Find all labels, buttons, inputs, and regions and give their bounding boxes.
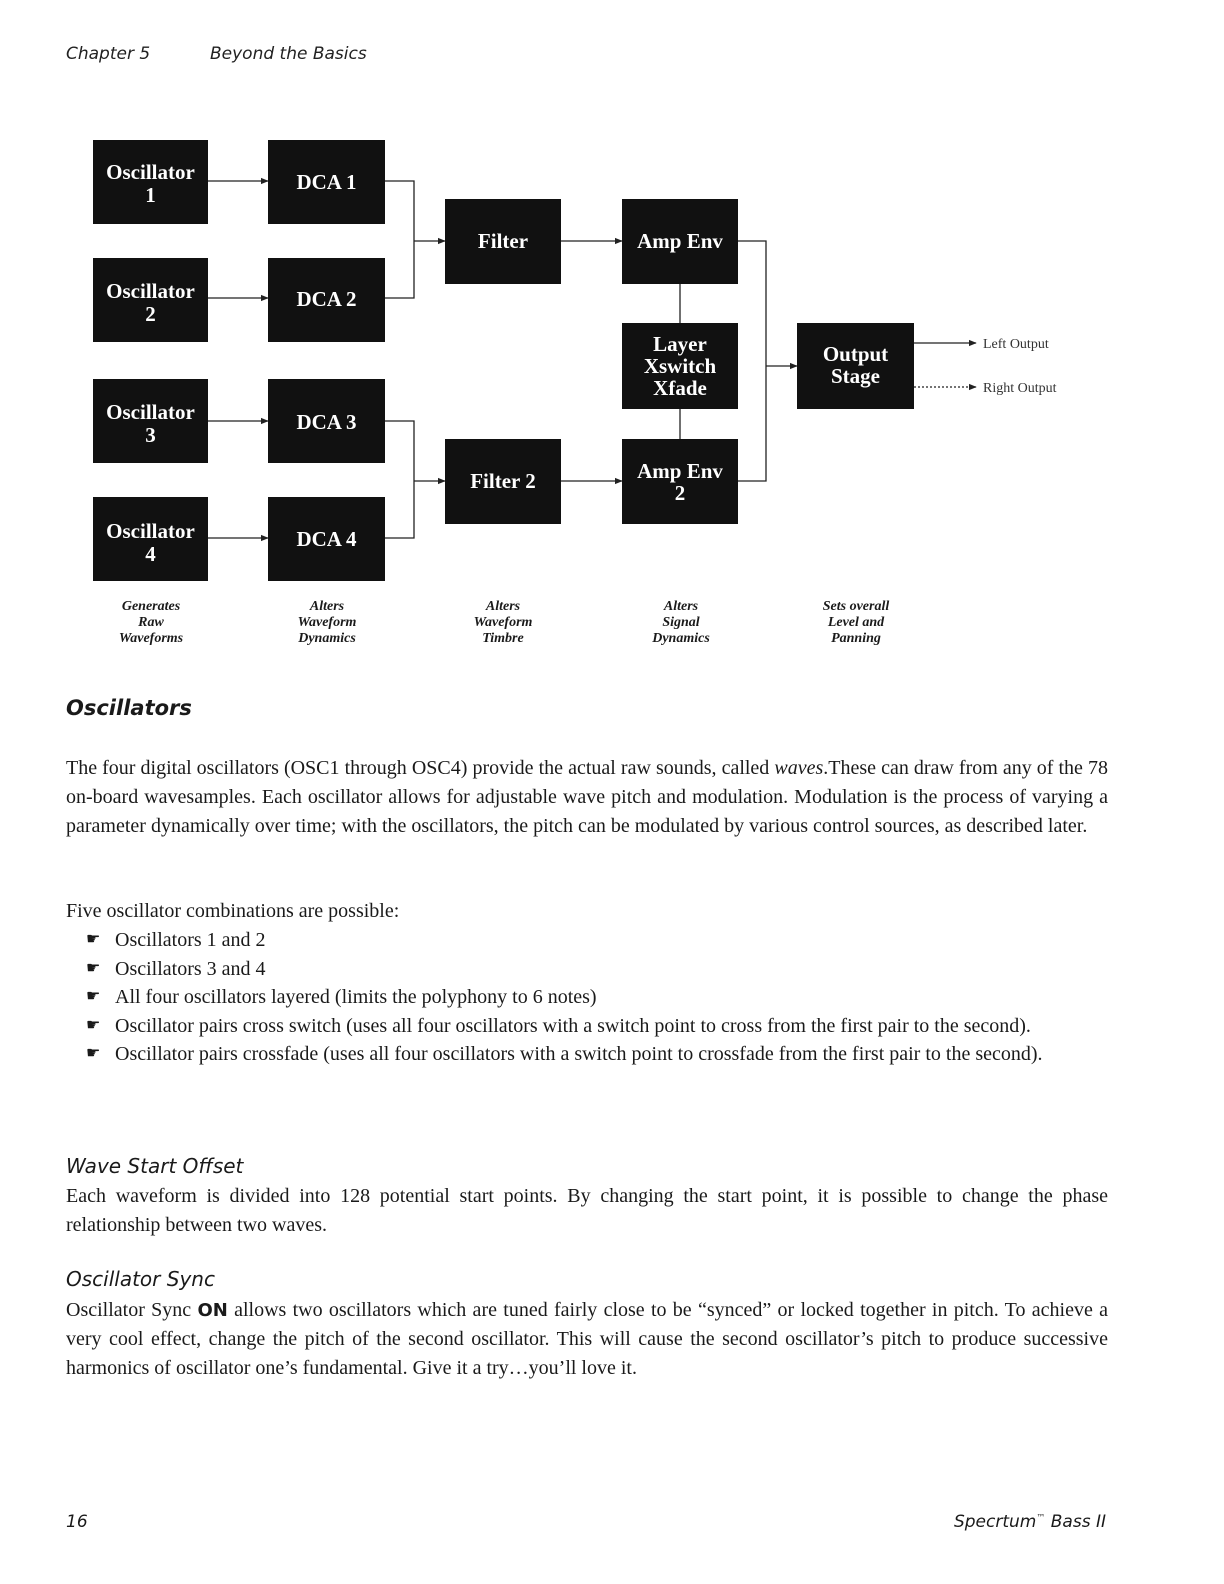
output-stage-block bbox=[797, 323, 914, 409]
layer-label-l1: Layer bbox=[653, 332, 707, 356]
layer-xswitch-xfade-block bbox=[622, 323, 738, 409]
dca1-block bbox=[268, 140, 385, 224]
svg-text:Level and: Level and bbox=[827, 615, 885, 630]
oscillators-paragraph: The four digital oscillators (OSC1 through OSC4) provide the actual raw sounds, called waves.These can draw from any of the 78 on-board wavesamples. Each oscillator allows for adjustable wave pitch and modulation. Modulation is the process of varying a parameter dynamically over time; with the oscillators, the pitch can be modulated by various control sources, as described later. bbox=[66, 757, 1108, 837]
ampenv2-label-l2: 2 bbox=[674, 481, 686, 505]
dca3-block bbox=[268, 379, 385, 463]
svg-text:Alters: Alters bbox=[309, 599, 345, 614]
right-output-label: Right Output bbox=[983, 381, 1057, 396]
pointing-hand-icon: ☛ bbox=[86, 988, 101, 1005]
list-item: ☛ Oscillator pairs crossfade (uses all four oscillators with a switch point to crossfade from the first pair to the second). bbox=[86, 1040, 1108, 1069]
osc1-label-l1: Oscillator bbox=[106, 160, 195, 184]
svg-text:Waveform: Waveform bbox=[297, 615, 357, 630]
ampenv-block bbox=[622, 199, 738, 284]
pointing-hand-icon: ☛ bbox=[86, 931, 101, 948]
output-label-l1: Output bbox=[822, 342, 889, 366]
chapter-label: Chapter 5 bbox=[66, 44, 151, 64]
osc4-label-l1: Oscillator bbox=[106, 519, 195, 543]
caption-oscillators bbox=[119, 599, 184, 646]
dca1-label: DCA 1 bbox=[296, 170, 357, 194]
wave-start-offset-text: Each waveform is divided into 128 potential start points. By changing the start point, it is possible to change the phase relationship between two waves. bbox=[66, 1185, 1108, 1236]
list-item: ☛ Oscillator pairs cross switch (uses all four oscillators with a switch point to cross from the first pair to the second). bbox=[86, 1012, 1108, 1041]
signal-flow-diagram bbox=[0, 0, 1224, 680]
ampenv2-block bbox=[622, 439, 738, 524]
svg-text:Panning: Panning bbox=[831, 631, 881, 646]
list-item: ☛ Oscillators 1 and 2 bbox=[86, 926, 1108, 955]
caption-amp-env bbox=[651, 599, 710, 646]
filter2-label: Filter 2 bbox=[470, 469, 536, 493]
pointing-hand-icon: ☛ bbox=[86, 1045, 101, 1062]
footer-title: Specrtum™ Bass II bbox=[953, 1512, 1106, 1532]
osc1-block bbox=[93, 140, 208, 224]
ampenv2-label-l1: Amp Env bbox=[637, 459, 723, 483]
pointing-hand-icon: ☛ bbox=[86, 959, 101, 977]
ampenv-label: Amp Env bbox=[637, 229, 723, 253]
dca3-label: DCA 3 bbox=[296, 410, 357, 434]
svg-text:Generates: Generates bbox=[121, 599, 181, 614]
svg-text:Sets overall: Sets overall bbox=[822, 599, 890, 614]
layer-label-l2: Xswitch bbox=[643, 354, 717, 378]
oscillators-heading: Oscillators bbox=[66, 696, 192, 720]
osc2-label-l2: 2 bbox=[145, 302, 156, 326]
wave-start-offset-heading: Wave Start Offset bbox=[66, 1154, 244, 1178]
oscillator-sync-heading: Oscillator Sync bbox=[66, 1267, 215, 1291]
osc3-label-l1: Oscillator bbox=[106, 400, 195, 424]
osc4-block bbox=[93, 497, 208, 581]
pointing-hand-icon: ☛ bbox=[86, 1016, 101, 1034]
osc4-label-l2: 4 bbox=[145, 542, 156, 566]
svg-text:Waveforms: Waveforms bbox=[118, 631, 184, 646]
svg-text:Waveform: Waveform bbox=[473, 615, 533, 630]
section-title: Beyond the Basics bbox=[210, 44, 367, 64]
output-label-l2: Stage bbox=[831, 364, 880, 388]
svg-text:Raw: Raw bbox=[138, 615, 164, 630]
combinations-list bbox=[86, 926, 1108, 1069]
osc1-label-l2: 1 bbox=[145, 183, 156, 207]
page-number: 16 bbox=[66, 1512, 88, 1532]
svg-text:Alters: Alters bbox=[485, 599, 521, 614]
layer-label-l3: Xfade bbox=[653, 376, 707, 400]
combinations-intro: Five oscillator combinations are possible: bbox=[66, 900, 400, 922]
osc2-label-l1: Oscillator bbox=[106, 279, 195, 303]
caption-dca bbox=[297, 599, 356, 646]
dca2-block bbox=[268, 258, 385, 342]
list-item: ☛ Oscillators 3 and 4 bbox=[86, 955, 1108, 984]
list-item: ☛ All four oscillators layered (limits the polyphony to 6 notes) bbox=[86, 983, 1108, 1012]
filter2-block bbox=[445, 439, 561, 524]
filter-block bbox=[445, 199, 561, 284]
svg-text:Signal: Signal bbox=[662, 615, 700, 630]
osc2-block bbox=[93, 258, 208, 342]
filter-label: Filter bbox=[477, 229, 529, 253]
svg-text:Dynamics: Dynamics bbox=[652, 631, 710, 646]
svg-text:Dynamics: Dynamics bbox=[298, 631, 356, 646]
left-output-label: Left Output bbox=[983, 337, 1049, 352]
oscillator-sync-text: Oscillator Sync ON allows two oscillators which are tuned fairly close to be “synced” or locked together in pitch. To achieve a very cool effect, change the pitch of the second oscillator. This will cause the second oscillator’s pitch to produce successive harmonics of oscillator one’s fundamental. Give it a try…you’ll love it. bbox=[66, 1299, 1108, 1379]
caption-output bbox=[823, 599, 890, 646]
osc3-block bbox=[93, 379, 208, 463]
osc3-label-l2: 3 bbox=[145, 423, 156, 447]
dca4-block bbox=[268, 497, 385, 581]
svg-text:Alters: Alters bbox=[663, 599, 699, 614]
caption-filter bbox=[474, 599, 533, 646]
dca2-label: DCA 2 bbox=[296, 287, 357, 311]
svg-text:Timbre: Timbre bbox=[482, 631, 524, 646]
dca4-label: DCA 4 bbox=[296, 527, 357, 551]
